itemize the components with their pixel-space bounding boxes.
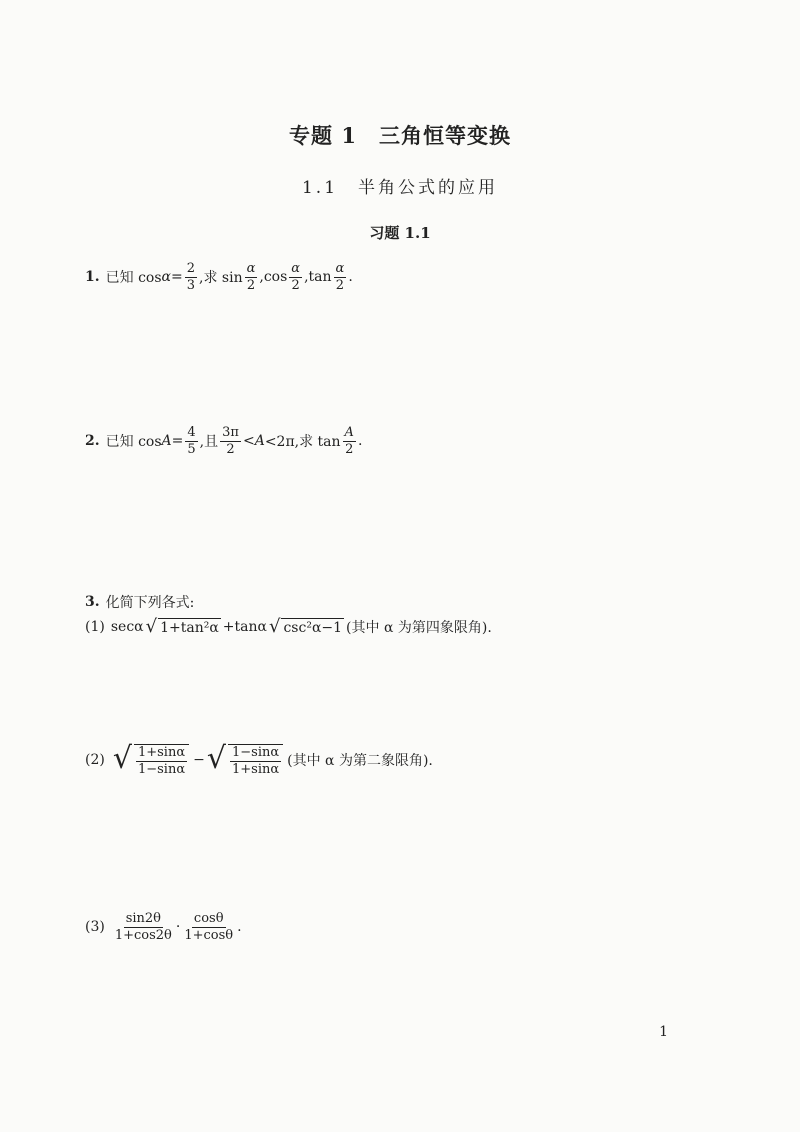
math-expression: secα — [110, 619, 144, 635]
section-heading: 1.1 半角公式的应用 — [301, 178, 499, 198]
denominator: 1+cos2θ — [114, 927, 172, 943]
numerator: 2 — [186, 261, 196, 276]
radical-sign: √ — [112, 741, 132, 776]
problem-number: 3. — [85, 594, 100, 610]
denominator: 1−sinα — [137, 761, 186, 777]
denominator: 2 — [345, 441, 354, 457]
fraction — [182, 912, 235, 942]
problem-text: <2π,求 tan — [264, 434, 341, 451]
square-root — [146, 618, 221, 636]
math-operator: · — [175, 919, 181, 936]
fraction — [113, 912, 174, 942]
radicand: csc²α−1 — [283, 620, 343, 636]
denominator: 3 — [186, 277, 196, 293]
problem-3 — [85, 592, 194, 612]
numerator: 1−sinα — [231, 745, 280, 760]
denominator: 2 — [226, 441, 235, 457]
math-operator: = — [171, 269, 183, 286]
math-operator: < — [242, 433, 255, 450]
punctuation: . — [357, 433, 363, 450]
denominator: 2 — [291, 277, 300, 293]
page-title: 专题 1 三角恒等变换 — [289, 123, 511, 148]
square-root — [206, 741, 285, 777]
math-symbol: A — [254, 433, 265, 450]
numerator: A — [344, 425, 354, 440]
math-symbol: A — [161, 433, 172, 450]
subproblem-label: (2) — [85, 752, 105, 769]
problem-2 — [85, 426, 362, 456]
numerator: 1+sinα — [137, 745, 186, 760]
condition-text: (其中 α 为第二象限角). — [287, 753, 433, 770]
exercise-heading: 习题 1.1 — [369, 224, 431, 242]
fraction — [185, 426, 197, 456]
fraction — [185, 262, 197, 292]
denominator: 2 — [246, 277, 256, 293]
radicand: 1+tan²α — [160, 620, 219, 636]
math-symbol: α — [161, 269, 171, 286]
numerator: α — [246, 261, 256, 276]
numerator: sin2θ — [125, 911, 162, 926]
problem-text: 化简下列各式: — [105, 595, 195, 611]
problem-text: ,且 — [199, 434, 219, 451]
fraction — [228, 744, 283, 776]
fraction — [289, 262, 302, 292]
numerator: 4 — [187, 425, 196, 440]
fraction — [220, 426, 241, 456]
problem-number: 1. — [85, 269, 100, 286]
radical-sign: √ — [206, 741, 226, 776]
denominator: 5 — [187, 441, 196, 457]
problem-text: ,tan — [304, 269, 332, 286]
fraction — [245, 262, 258, 292]
radical-sign: √ — [268, 616, 281, 637]
subproblem-3-1 — [85, 617, 492, 637]
math-operator: − — [193, 752, 205, 769]
square-root — [269, 618, 344, 636]
problem-1 — [85, 262, 353, 292]
subproblem-label: (3) — [85, 919, 105, 936]
punctuation: . — [348, 269, 353, 286]
numerator: α — [335, 261, 345, 276]
problem-text: 已知 cos — [105, 270, 162, 287]
fraction — [134, 744, 189, 776]
square-root — [112, 741, 191, 777]
problem-text: ,求 sin — [199, 270, 243, 287]
subproblem-label: (1) — [85, 619, 105, 635]
numerator: 3π — [222, 425, 239, 440]
subproblem-3-2 — [85, 741, 433, 777]
numerator: cosθ — [193, 911, 224, 926]
problem-text: ,cos — [259, 269, 288, 286]
page-number: 1 — [659, 1024, 668, 1040]
denominator: 1+cosθ — [184, 927, 234, 943]
denominator: 2 — [335, 277, 345, 293]
math-expression: +tanα — [222, 619, 267, 635]
denominator: 1+sinα — [231, 761, 280, 777]
subproblem-3-3 — [85, 912, 242, 942]
fraction — [343, 426, 356, 456]
condition-text: (其中 α 为第四象限角). — [346, 620, 492, 636]
radical-sign: √ — [145, 616, 158, 637]
problem-number: 2. — [85, 433, 100, 450]
punctuation: . — [237, 919, 242, 936]
fraction — [334, 262, 347, 292]
problem-text: 已知 cos — [105, 434, 162, 451]
numerator: α — [291, 261, 301, 276]
math-operator: = — [171, 433, 184, 450]
